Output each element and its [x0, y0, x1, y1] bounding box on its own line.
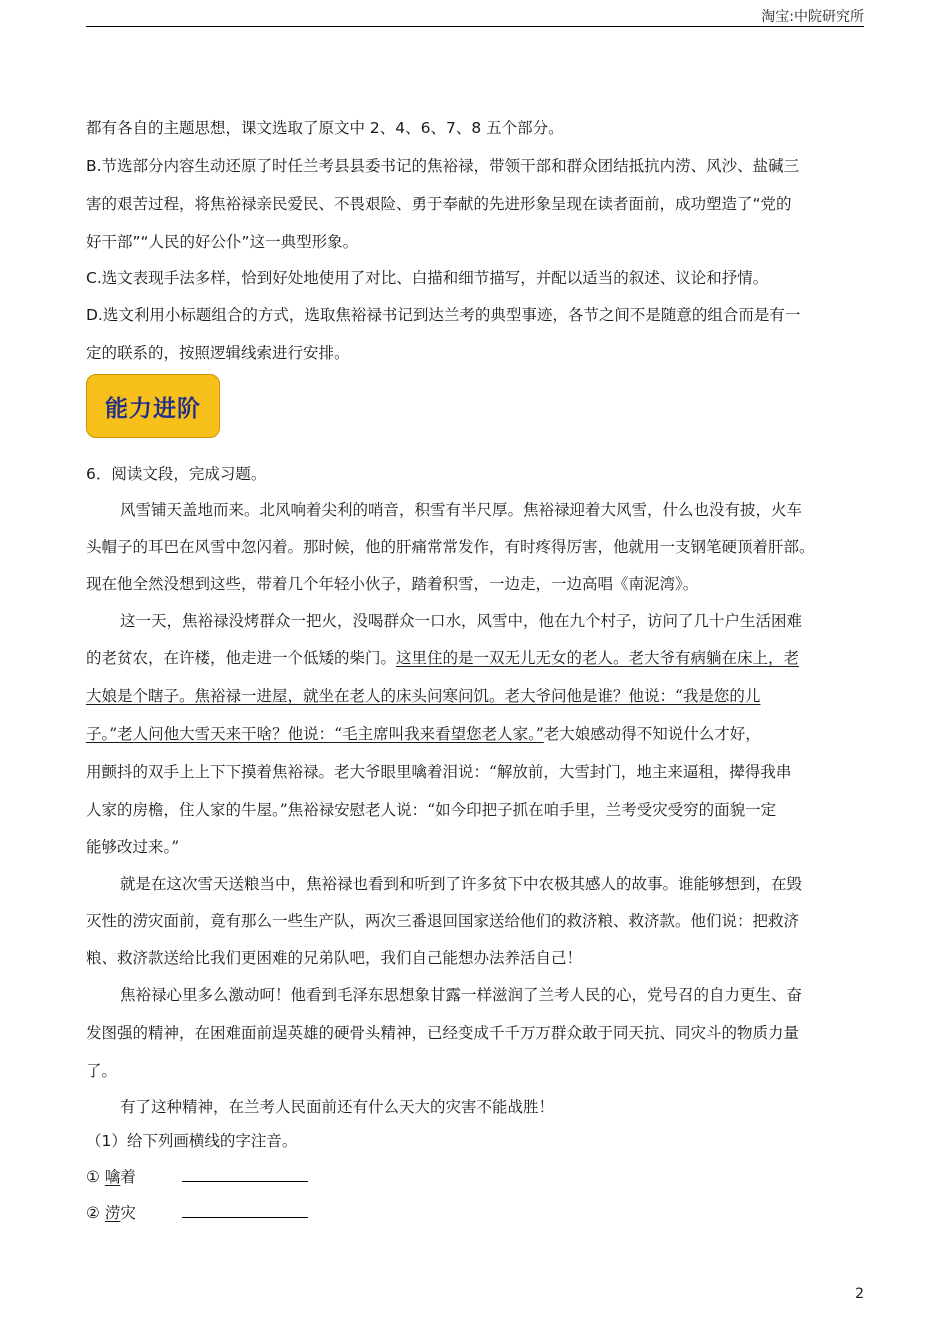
underlined-char: 涝: [104, 1204, 121, 1222]
header-rule: [86, 26, 864, 27]
text-line: 都有各自的主题思想，课文选取了原文中 2、4、6、7、8 五个部分。: [86, 119, 564, 137]
passage-line: 焦裕禄心里多么激动呵！他看到毛泽东思想象甘露一样滋润了兰考人民的心，党号召的自力更生、奋: [120, 986, 803, 1004]
passage-line: 就是在这次雪天送粮当中，焦裕禄也看到和听到了许多贫下中农极其感人的故事。谁能够想到，在毁: [120, 875, 803, 893]
answer-item-2: [86, 1203, 866, 1223]
option-c: C.选文表现手法多样，恰到好处地使用了对比、白描和细节描写，并配以适当的叙述、议论和抒情。: [86, 269, 769, 287]
question-title: 6．阅读文段，完成习题。: [86, 465, 267, 483]
passage-line: 人家的房檐，住人家的牛屋。”焦裕禄安慰老人说：“如今印把子抓在咱手里，兰考受灾受穷的面貌一定: [86, 801, 777, 819]
item-text: 灾: [120, 1204, 136, 1222]
passage-line: 粮、救济款送给比我们更困难的兄弟队吧，我们自己能想办法养活自己！: [86, 949, 583, 967]
page-number: 2: [855, 1286, 864, 1302]
option-b: B.节选部分内容生动还原了时任兰考县县委书记的焦裕禄，带领干部和群众团结抵抗内涝、风沙、盐碱三: [86, 157, 800, 175]
option-d: D.选文利用小标题组合的方式，选取焦裕禄书记到达兰考的典型事迹，各节之间不是随意的组合而是有一: [86, 306, 801, 324]
passage-line: [86, 724, 866, 744]
passage-line: [86, 686, 866, 706]
answer-item-1: [86, 1167, 866, 1187]
item-number: ①: [86, 1168, 100, 1186]
header-text: 淘宝:中院研究所: [761, 9, 864, 25]
text-line: 害的艰苦过程，将焦裕禄亲民爱民、不畏艰险、勇于奉献的先进形象呈现在读者面前，成功塑造了“党的: [86, 195, 792, 213]
passage-text: 的老贫农，在许楼，他走进一个低矮的柴门。: [86, 649, 397, 667]
text-line: 定的联系的，按照逻辑线索进行安排。: [86, 344, 350, 362]
item-text: 着: [120, 1168, 136, 1186]
passage-line: 头帽子的耳巴在风雪中忽闪着。那时候，他的肝痛常常发作，有时疼得厉害，他就用一支钢笔硬顶着肝部。: [86, 538, 815, 556]
passage-line: 灭性的涝灾面前，竟有那么一些生产队，两次三番退回国家送给他们的救济粮、救济款。他们说：把救济: [86, 912, 800, 930]
passage-line: 现在他全然没想到这些，带着几个年轻小伙子，踏着积雪，一边走，一边高唱《南泥湾》。: [86, 575, 699, 593]
text-line: 好干部”“人民的好公仆”这一典型形象。: [86, 233, 359, 251]
passage-line: 这一天，焦裕禄没烤群众一把火，没喝群众一口水，风雪中，他在九个村子，访问了几十户生活困难: [120, 612, 803, 630]
passage-line: 能够改过来。”: [86, 838, 180, 856]
item-number: ②: [86, 1204, 100, 1222]
underlined-text: 大娘是个瞎子。焦裕禄一进屋，就坐在老人的床头问寒问饥。老大爷问他是谁？他说：“我是您的儿: [86, 687, 761, 705]
passage-line: 用颤抖的双手上上下下摸着焦裕禄。老大爷眼里噙着泪说：“解放前，大雪封门，地主来逼租，撵得我串: [86, 763, 792, 781]
underlined-text: 这里住的是一双无儿无女的老人。老大爷有病躺在床上，老: [396, 649, 800, 667]
passage-line: 风雪铺天盖地而来。北风响着尖利的哨音，积雪有半尺厚。焦裕禄迎着大风雪，什么也没有披，火车: [120, 501, 803, 519]
answer-blank[interactable]: [182, 1203, 308, 1218]
passage-line: 了。: [86, 1062, 118, 1080]
underlined-char: 噙: [104, 1168, 121, 1186]
passage-line: 发图强的精神，在困难面前逞英雄的硬骨头精神，已经变成千千万万群众敢于同天抗、同灾斗的物质力量: [86, 1024, 800, 1042]
answer-blank[interactable]: [182, 1167, 308, 1182]
passage-line: 有了这种精神，在兰考人民面前还有什么天大的灾害不能战胜！: [120, 1098, 555, 1116]
passage-text: 老大娘感动得不知说什么才好，: [543, 725, 761, 743]
passage-line: [86, 648, 866, 668]
sub-question: （1）给下列画横线的字注音。: [86, 1132, 298, 1150]
underlined-text: 子。”老人问他大雪天来干啥？他说：“毛主席叫我来看望您老人家。”: [86, 725, 544, 743]
section-badge: [86, 374, 220, 438]
section-badge-label: 能力进阶: [105, 395, 201, 422]
